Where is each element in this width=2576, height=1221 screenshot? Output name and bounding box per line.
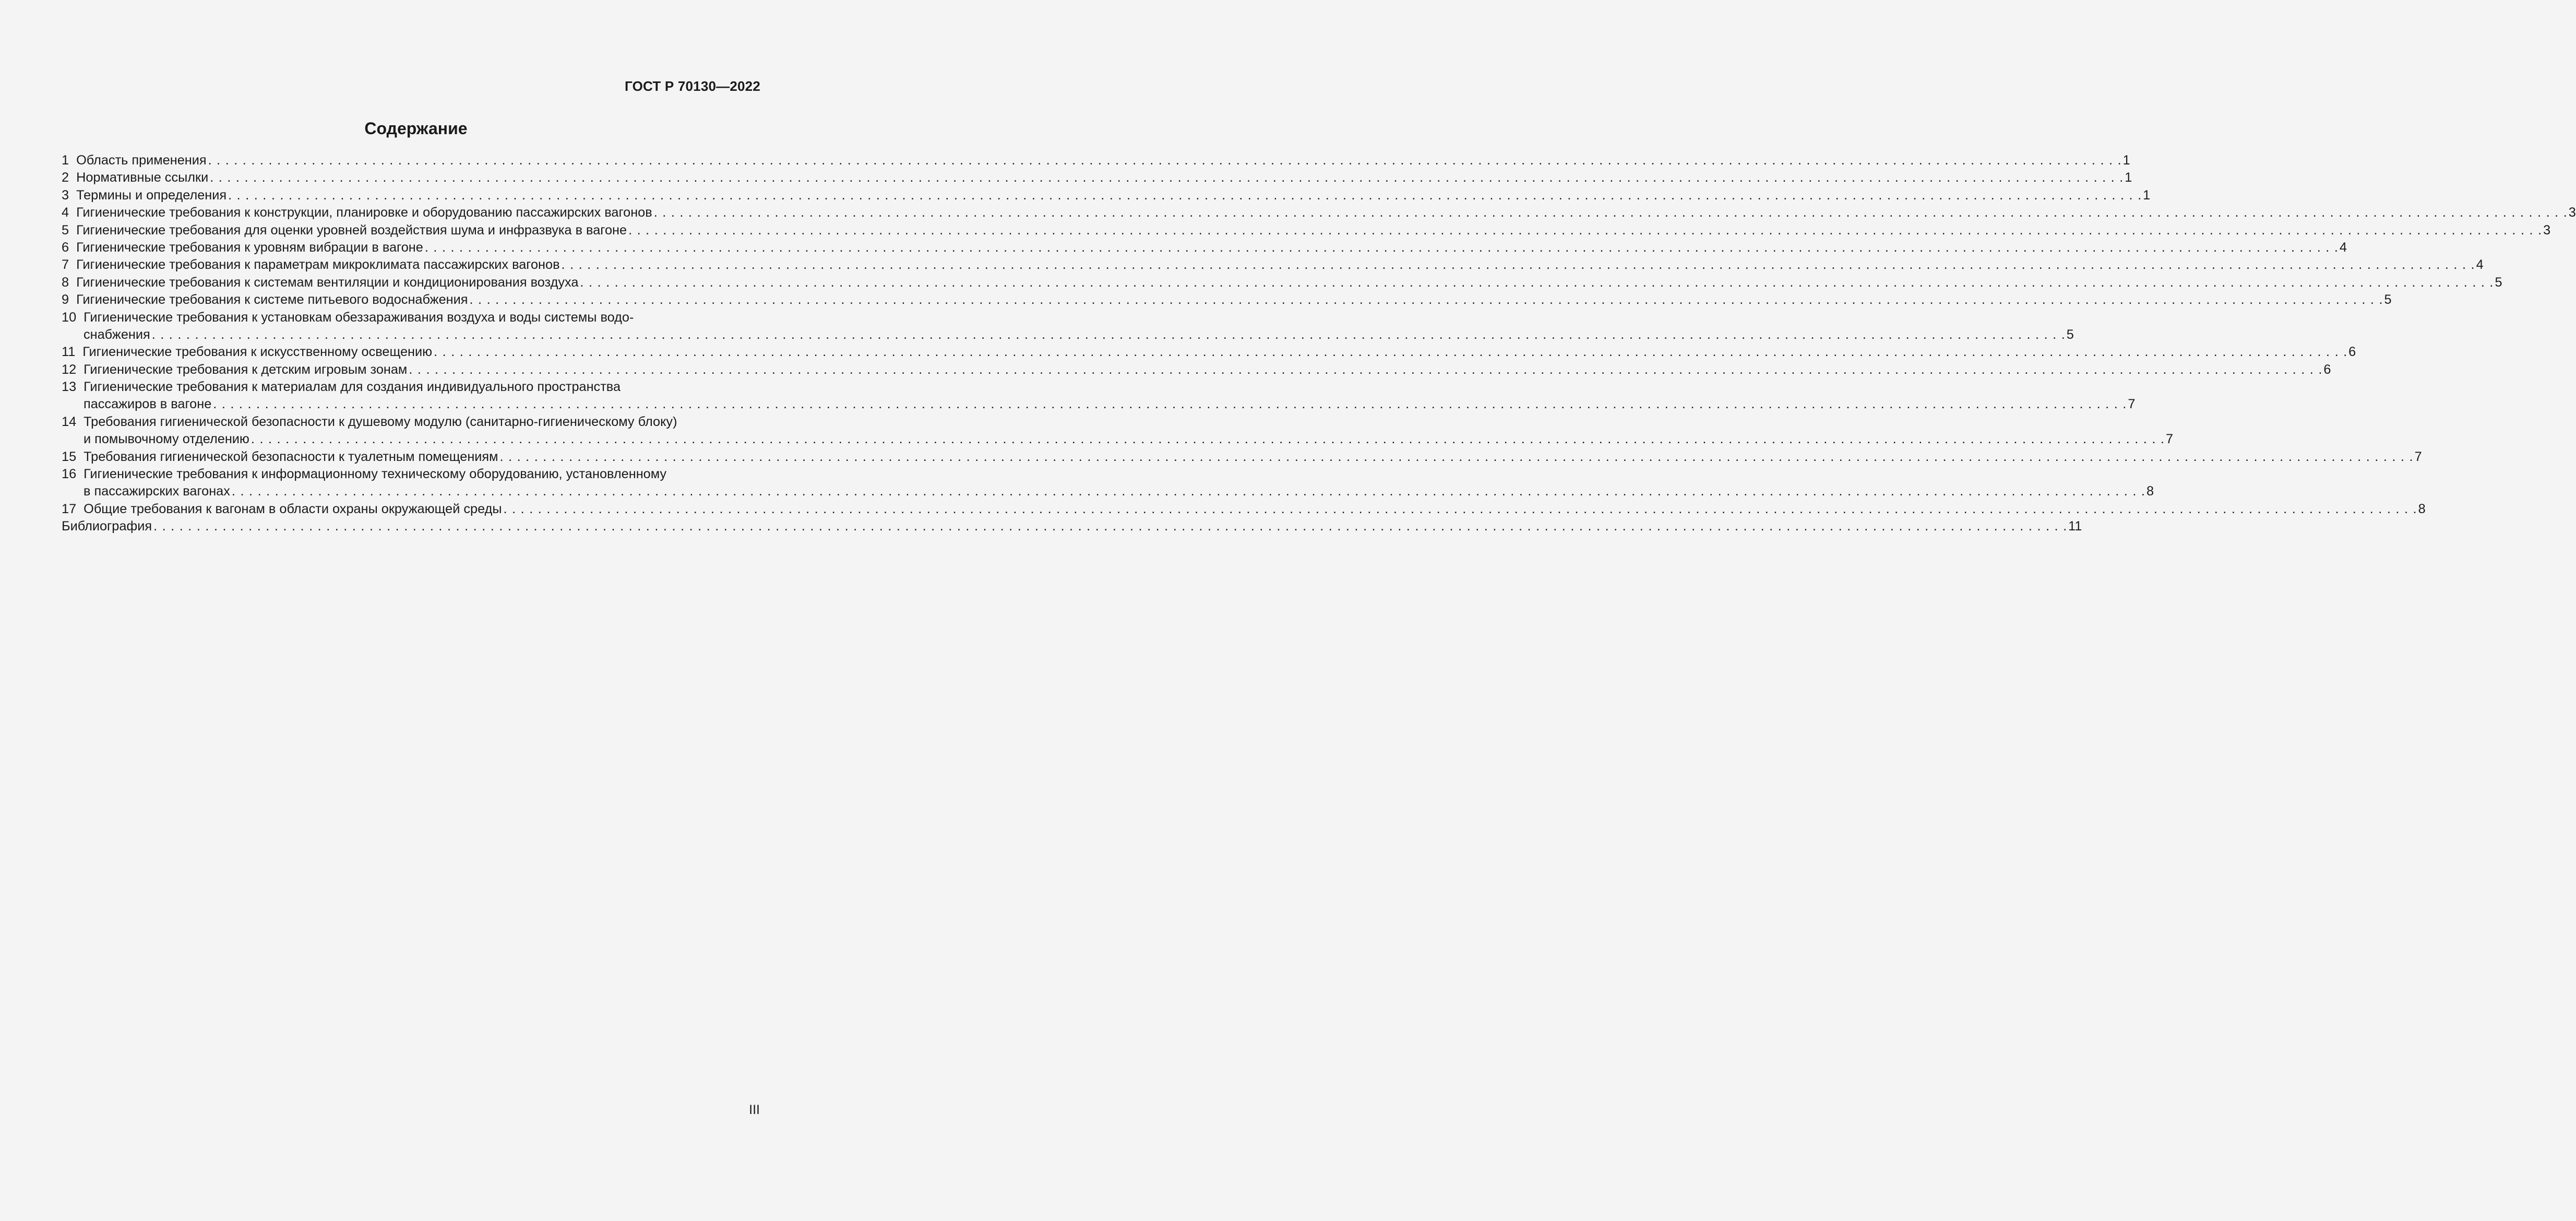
toc-entry-title: Гигиенические требования к информационному техническому оборудованию, установленному [84,467,667,482]
toc-entry-page: 8 [2146,484,2154,499]
toc-entry[interactable] [62,291,2392,309]
dot-leader [230,483,2146,500]
dot-leader [502,501,2418,518]
toc-entry[interactable] [62,256,2484,274]
dot-leader [208,169,2125,186]
toc-entry-title: Гигиенические требования к системе питьевого водоснабжения [76,292,468,307]
dot-leader [407,361,2323,378]
dot-leader [432,343,2348,361]
toc-entry-page: 1 [2122,153,2130,168]
toc-entry-line [62,291,2392,309]
toc-entry-number: 17 [62,501,77,516]
toc-entry-number: 9 [62,292,69,307]
toc-entry-title: Термины и определения [76,187,227,203]
toc-entry-title: и помывочному отделению [84,432,249,447]
toc-entry-number: 6 [62,240,69,255]
toc-entry-line [62,256,2484,274]
dot-leader [423,239,2340,256]
toc-entry-title: снабжения [84,327,150,342]
toc-entry-line [62,518,2082,535]
toc-entry-line [62,396,2136,413]
toc-entry-page: 5 [2495,275,2502,290]
toc-entry[interactable] [62,448,2422,466]
toc-entry-page: 7 [2414,449,2422,464]
toc-entry[interactable] [62,187,2151,204]
toc-entry-number: 10 [62,310,77,325]
toc-entry-title: Гигиенические требования к системам вентиляции и кондиционирования воздуха [76,275,579,290]
toc-entry[interactable] [62,169,2132,186]
toc-entry-line [62,343,2356,361]
dot-leader [211,396,2128,413]
toc-entry-line [62,204,2576,221]
toc-entry[interactable] [62,466,2154,501]
dot-leader [652,204,2569,221]
toc-entry[interactable] [62,501,2426,518]
toc-entry-page: 6 [2348,345,2356,360]
toc-entry-title: Гигиенические требования к установкам обеззараживания воздуха и воды системы водо- [84,310,634,325]
toc-entry[interactable] [62,204,2576,221]
toc-entry-page: 3 [2543,222,2551,238]
dot-leader [627,222,2543,239]
toc-entry-title: Гигиенические требования к конструкции, планировке и оборудованию пассажирских вагонов [76,205,652,220]
toc-entry-title: Общие требования к вагонам в области охраны окружающей среды [84,501,502,516]
dot-leader [152,518,2068,535]
toc-entry-number: 4 [62,205,69,220]
dot-leader [578,274,2495,291]
toc-entry-line [62,222,2551,239]
toc-entry-line [62,378,760,396]
toc-entry[interactable] [62,361,2331,378]
toc-entry-page: 7 [2165,432,2174,447]
toc-entry-line [62,152,2130,169]
toc-entry-line [62,466,760,483]
toc-title: Содержание [364,119,468,138]
toc-entry-number: 2 [62,170,69,185]
toc-entry-page: 8 [2418,501,2426,516]
toc-entry-page: 5 [2384,292,2392,307]
toc-entry[interactable] [62,518,2082,535]
toc-entry-line [62,431,2174,448]
toc-entry-title: в пассажирских вагонах [84,484,230,499]
toc-entry-title: Область применения [76,153,207,168]
page-number: III [749,1103,760,1117]
toc-entry-title: Гигиенические требования к детским игровым зонам [84,362,408,377]
toc-entry-title: пассажиров в вагоне [84,397,212,412]
toc-entry-line [62,361,2331,378]
toc-entry-number: 11 [62,345,76,360]
toc-entry-number: 5 [62,222,69,238]
toc-entry-page: 6 [2323,362,2331,377]
table-of-contents [62,152,2576,536]
toc-entry-number: 8 [62,275,69,290]
toc-entry[interactable] [62,239,2347,256]
dot-leader [150,326,2067,343]
toc-entry-line [62,309,760,326]
toc-entry-title: Требования гигиенической безопасности к душевому модулю (санитарно-гигиеническому блоку) [84,414,677,429]
dot-leader [468,291,2384,309]
dot-leader [249,431,2166,448]
toc-entry-line [62,501,2426,518]
toc-entry-page: 3 [2568,205,2576,220]
toc-entry-number: 14 [62,414,77,429]
dot-leader [226,187,2143,204]
toc-entry-page: 1 [2143,187,2151,203]
toc-entry-title: Гигиенические требования для оценки уровней воздействия шума и инфразвука в вагоне [76,222,627,238]
toc-entry-title: Гигиенические требования к материалам для создания индивидуального пространства [84,380,621,395]
toc-entry-line [62,448,2422,466]
toc-entry-number: 1 [62,153,69,168]
toc-entry[interactable] [62,274,2502,291]
toc-entry-page: 7 [2128,397,2136,412]
toc-entry-line [62,239,2347,256]
document-code: ГОСТ Р 70130—2022 [625,78,760,94]
toc-entry-page: 4 [2339,240,2347,255]
toc-entry[interactable] [62,152,2130,169]
toc-entry-line [62,187,2151,204]
toc-entry-number: 3 [62,187,69,203]
toc-entry[interactable] [62,309,2074,344]
toc-entry-number: 13 [62,380,77,395]
toc-entry-page: 4 [2476,257,2484,272]
toc-entry-number: 12 [62,362,77,377]
toc-entry[interactable] [62,343,2356,361]
toc-entry-line [62,326,2074,343]
toc-entry-title: Гигиенические требования к параметрам микроклимата пассажирских вагонов [76,257,560,272]
toc-entry-title: Требования гигиенической безопасности к туалетным помещениям [84,449,498,464]
toc-entry[interactable] [62,222,2551,239]
toc-entry-number: 7 [62,257,69,272]
toc-entry-line [62,169,2132,186]
toc-entry-number: 15 [62,449,77,464]
toc-entry-page: 11 [2068,519,2082,534]
toc-entry-title: Библиография [62,519,152,534]
toc-entry-line [62,274,2502,291]
toc-entry[interactable] [62,378,2136,413]
dot-leader [207,152,2123,169]
dot-leader [560,256,2476,274]
toc-entry-number: 16 [62,467,77,482]
toc-entry-title: Нормативные ссылки [76,170,209,185]
toc-entry-title: Гигиенические требования к искусственному освещению [82,345,433,360]
toc-entry-page: 5 [2066,327,2074,342]
toc-entry-title: Гигиенические требования к уровням вибрации в вагоне [76,240,423,255]
toc-entry[interactable] [62,413,2174,448]
dot-leader [498,448,2415,466]
toc-entry-line [62,483,2154,500]
toc-entry-page: 1 [2125,170,2132,185]
toc-entry-line [62,413,760,431]
